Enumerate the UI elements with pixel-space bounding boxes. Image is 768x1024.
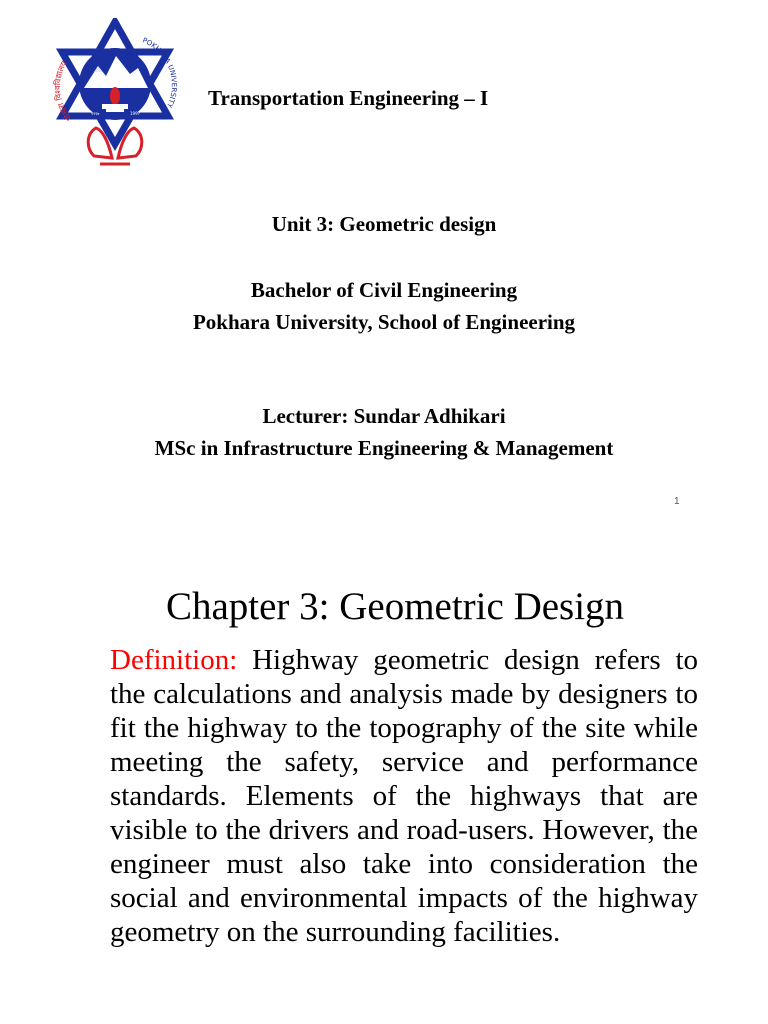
chapter-title: Chapter 3: Geometric Design — [165, 585, 625, 628]
definition-label: Definition: — [110, 644, 238, 676]
course-title: Transportation Engineering – I — [208, 86, 489, 110]
unit-title: Unit 3: Geometric design — [271, 212, 497, 236]
page-number: 1 — [674, 496, 680, 507]
logo-arc-left-text: पोखरा विश्वविद्यालय — [53, 59, 74, 123]
logo-arc-right-text: POKHARA UNIVERSITY — [141, 36, 178, 109]
definition-text: Highway geometric design refers to the calculations and analysis made by designers to fit the highway to the topography of the site while meeting the safety, service and performance standards. Elements of the highways that are visible to the drivers and road-users. However, the engineer must also take into consideration the social and environmental impacts of the highway geometry on the surrounding facilities. — [110, 644, 699, 948]
definition-paragraph — [110, 643, 698, 949]
university-emblem-icon — [50, 18, 180, 178]
logo-year-left: १९९७ — [91, 111, 100, 116]
degree-name: Bachelor of Civil Engineering — [250, 278, 518, 302]
lecturer-qualification: MSc in Infrastructure Engineering & Management — [154, 436, 614, 460]
lecturer-name: Lecturer: Sundar Adhikari — [262, 404, 506, 428]
logo-year-right: 1997 — [130, 111, 141, 116]
pokhara-university-logo — [50, 18, 180, 178]
institution-name: Pokhara University, School of Engineering — [192, 310, 576, 334]
